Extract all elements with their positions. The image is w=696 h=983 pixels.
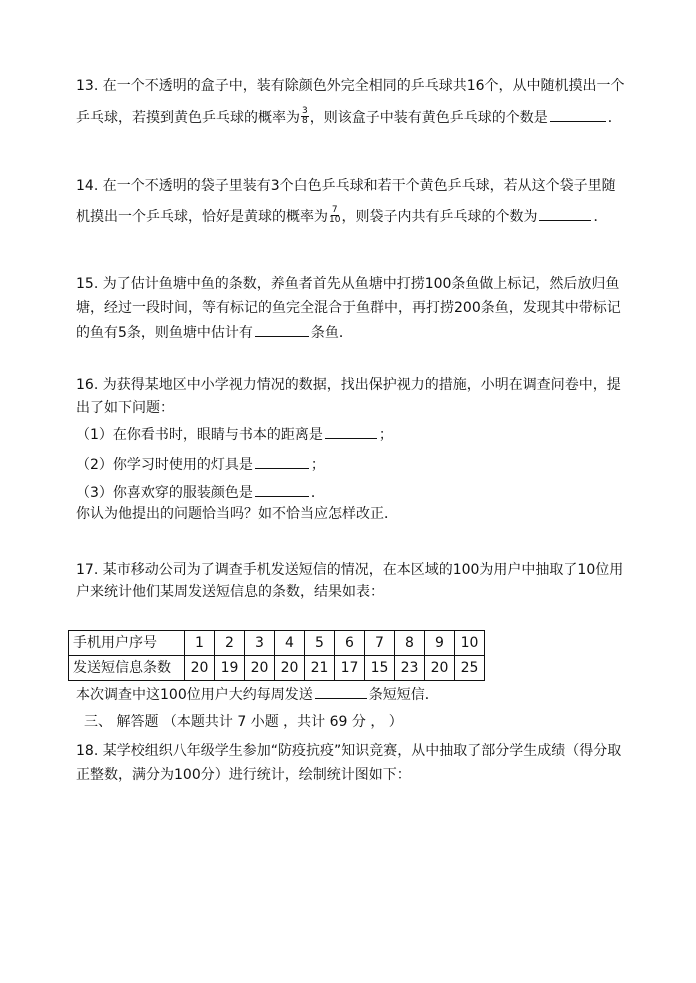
- table-cell: 23: [395, 656, 425, 681]
- q13-line2-post: ，则该盒子中装有黄色乒乓球的个数是: [309, 110, 548, 126]
- q16-sub1-blank[interactable]: [325, 424, 377, 439]
- q13-answer-blank[interactable]: [550, 107, 606, 122]
- q14-line2-pre: 机摸出一个乒乓球，恰好是黄球的概率为: [76, 209, 328, 225]
- q17-after-pre: 本次调查中这100位用户大约每周发送: [76, 687, 313, 703]
- q16-line2: 出了如下问题：: [76, 400, 174, 416]
- q16-sub3: [76, 482, 325, 503]
- q15-line2: 塘，经过一段时间，等有标记的鱼完全混合于鱼群中，再打捞200条鱼，发现其中带标记: [76, 300, 621, 316]
- q16-sub3-text: （3）你喜欢穿的服装颜色是: [76, 485, 253, 501]
- q16-sub2-blank[interactable]: [255, 454, 309, 469]
- q13-fraction-numerator: 3: [302, 105, 308, 116]
- q13-line2-end: ．: [607, 110, 622, 126]
- table-row-header: 发送短信息条数: [69, 656, 185, 681]
- table-cell: 5: [305, 631, 335, 656]
- q14-fraction: [329, 206, 340, 225]
- q16-line1: 16. 为获得某地区中小学视力情况的数据，找出保护视力的措施，小明在调查问卷中，提: [76, 377, 621, 393]
- q16-sub2: [76, 454, 325, 475]
- q14-line2-post: ，则袋子内共有乒乓球的个数为: [341, 209, 538, 225]
- q13-fraction: [301, 107, 309, 126]
- q14-line2: [76, 206, 607, 227]
- q13-line1: 13. 在一个不透明的盒子中，装有除颜色外完全相同的乒乓球共16个，从中随机摸出一个: [76, 78, 625, 94]
- table-cell: 2: [215, 631, 245, 656]
- table-cell: 4: [275, 631, 305, 656]
- q17-after-table: [76, 684, 439, 705]
- q18-line1: 18. 某学校组织八年级学生参加“防疫抗疫”知识竞赛，从中抽取了部分学生成绩（得分取: [76, 743, 622, 759]
- table-row: [69, 656, 485, 681]
- q13-line2: [76, 107, 622, 128]
- q15-line3: [76, 322, 353, 343]
- q17-line1: 17. 某市移动公司为了调查手机发送短信的情况，在本区域的100为用户中抽取了10位用: [76, 562, 624, 578]
- q16-sub1-text: （1）在你看书时，眼睛与书本的距离是: [76, 427, 323, 443]
- q16-sub1-end: ；: [378, 427, 393, 443]
- q14-fraction-denominator: 10: [329, 214, 341, 225]
- table-cell: 19: [215, 656, 245, 681]
- q15-line3-pre: 的鱼有5条，则鱼塘中估计有: [76, 325, 253, 341]
- q13-line2-pre: 乒乓球，若摸到黄色乒乓球的概率为: [76, 110, 300, 126]
- table-cell: 7: [365, 631, 395, 656]
- q17-answer-blank[interactable]: [315, 684, 367, 699]
- q15-line1: 15. 为了估计鱼塘中鱼的条数，养鱼者首先从鱼塘中打捞100条鱼做上标记，然后放归鱼: [76, 276, 620, 292]
- table-cell: 6: [335, 631, 365, 656]
- q16-sub1: [76, 424, 393, 445]
- table-cell: 20: [245, 656, 275, 681]
- table-cell: 10: [455, 631, 485, 656]
- q15-line3-post: 条鱼．: [310, 325, 353, 341]
- table-cell: 9: [425, 631, 455, 656]
- q13-fraction-denominator: 8: [302, 115, 308, 126]
- q16-sub3-blank[interactable]: [255, 482, 309, 497]
- q17-data-table: [68, 630, 485, 681]
- table-cell: 20: [185, 656, 215, 681]
- q16-sub3-end: ．: [310, 485, 325, 501]
- table-cell: 15: [365, 656, 395, 681]
- q16-question: 你认为他提出的问题恰当吗？如不恰当应怎样改正．: [76, 506, 398, 522]
- table-cell: 8: [395, 631, 425, 656]
- table-cell: 25: [455, 656, 485, 681]
- q17-after-post: 条短短信．: [368, 687, 439, 703]
- table-row: [69, 631, 485, 656]
- table-row-header: 手机用户序号: [69, 631, 185, 656]
- q14-line1: 14. 在一个不透明的袋子里装有3个白色乒乓球和若干个黄色乒乓球，若从这个袋子里随: [76, 178, 616, 194]
- q14-line2-end: ．: [593, 209, 608, 225]
- q15-answer-blank[interactable]: [255, 322, 309, 337]
- table-cell: 1: [185, 631, 215, 656]
- table-cell: 20: [275, 656, 305, 681]
- q16-sub2-text: （2）你学习时使用的灯具是: [76, 457, 253, 473]
- section-3-title: 三、 解答题 （本题共计 7 小题 ，共计 69 分 ， ）: [84, 714, 403, 730]
- q14-answer-blank[interactable]: [539, 206, 591, 221]
- q16-sub2-end: ；: [310, 457, 325, 473]
- q14-fraction-numerator: 7: [331, 204, 338, 215]
- table-cell: 20: [425, 656, 455, 681]
- table-cell: 17: [335, 656, 365, 681]
- table-cell: 3: [245, 631, 275, 656]
- table-cell: 21: [305, 656, 335, 681]
- q18-line2: 正整数，满分为100分）进行统计，绘制统计图如下：: [76, 767, 411, 783]
- q17-line2: 户来统计他们某周发送短信息的条数，结果如表：: [76, 584, 384, 600]
